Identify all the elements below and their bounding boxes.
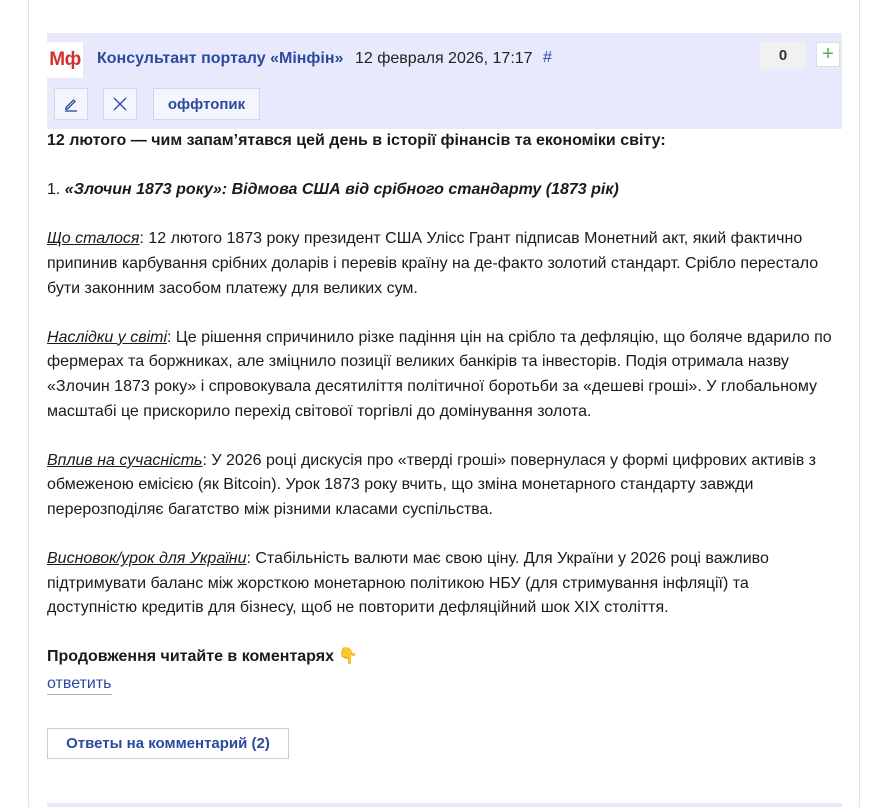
offtopic-button[interactable]: оффтопик — [153, 88, 260, 120]
upvote-button[interactable]: + — [816, 42, 840, 67]
section-label: Висновок/урок для України — [47, 550, 247, 568]
comment-date: 12 февраля 2026, 17:17 — [355, 50, 533, 67]
edit-button[interactable] — [54, 88, 88, 120]
item-title — [47, 178, 842, 203]
section-what-happened — [47, 227, 842, 301]
item-number: 1. — [47, 181, 61, 199]
section-label: Що сталося — [47, 230, 140, 248]
comment-card — [47, 33, 842, 752]
section-lesson-ukraine — [47, 547, 842, 621]
continue-note: Продовження читайте в коментарях 👇 — [47, 648, 359, 666]
next-comment-header — [47, 803, 842, 807]
answers-button[interactable]: Ответы на комментарий (2) — [47, 728, 289, 759]
close-icon — [111, 95, 129, 113]
section-label: Вплив на сучасність — [47, 451, 203, 469]
vote-score: 0 — [760, 42, 806, 69]
section-text: : 12 лютого 1873 року президент США Улісс Грант підписав Монетний акт, який фактично припинив карбування срібних доларів і перевів країну на де-факто золотий стандарт. Срібло перестало бути законним засобом платежу для великих сум. — [47, 230, 819, 297]
section-modern-impact — [47, 449, 842, 523]
comment-header — [47, 33, 842, 129]
author-avatar[interactable]: Мф — [47, 42, 83, 78]
section-world-consequences — [47, 326, 842, 424]
post-heading: 12 лютого — чим запам’ятався цей день в історії фінансів та економіки світу: — [47, 132, 666, 149]
item-title-text: «Злочин 1873 року»: Відмова США від срібного стандарту (1873 рік) — [64, 181, 619, 199]
section-text: : У 2026 році дискусія про «тверді гроші» повернулася у формі цифрових активів з обмеженою емісією (як Bitcoin). Урок 1873 року вчить, що зміна монетарного стандарту завжди перерозподіляє багатство між різними класами суспільства. — [47, 451, 817, 518]
pencil-icon — [62, 95, 80, 113]
author-name[interactable]: Консультант порталу «Мінфін» — [97, 50, 344, 67]
section-text: : Стабільність валюти має свою ціну. Для України у 2026 році важливо підтримувати баланс між жорсткою монетарною політикою НБУ (для стримування інфляції) та доступністю кредитів для бізнесу, щоб не повторити дефляційний шок XIX століття. — [47, 550, 769, 617]
page-frame-left — [28, 0, 29, 807]
delete-button[interactable] — [103, 88, 137, 120]
comment-body — [47, 129, 842, 697]
section-text: : Це рішення спричинило різке падіння цін на срібло та дефляцію, що боляче вдарило по фермерах та боржниках, але зміцнило позиції великих банкірів та інвесторів. Подія отримала назву «Злочин 1873 року» і спровокувала десятиліття політичної боротьби за «дешеві гроші». У глобальному масштабі це прискорило перехід світової торгівлі до домінування золота. — [47, 328, 832, 420]
comment-permalink[interactable]: # — [543, 49, 552, 66]
section-label: Наслідки у світі — [47, 328, 168, 346]
page-frame-right — [859, 0, 860, 807]
reply-link[interactable]: ответить — [47, 674, 112, 695]
